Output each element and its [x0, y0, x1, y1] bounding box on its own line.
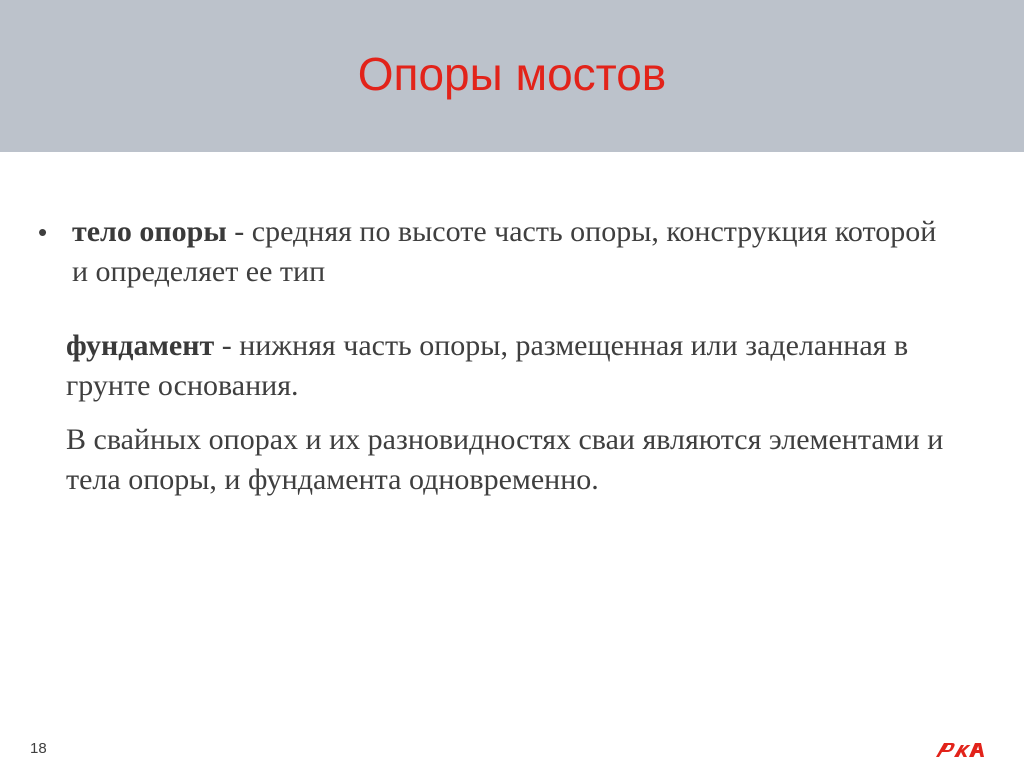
definition-body: - средняя по высоте часть опоры, конструкция которой и определяет ее тип: [72, 215, 937, 288]
bullet-marker: •: [38, 217, 48, 247]
slide-content: [0, 152, 1024, 732]
page-number: 18: [30, 740, 47, 757]
term-body: тело опоры: [72, 215, 227, 248]
bullet-text: [72, 212, 952, 292]
slide-title: Опоры мостов: [357, 48, 667, 100]
rzd-logo-icon: [934, 738, 986, 760]
definition-foundation: - нижняя часть опоры, размещенная или заделанная в грунте основания.: [66, 329, 909, 402]
term-foundation: фундамент: [66, 329, 215, 362]
paragraph-piles: В свайных опорах и их разновидностях сваи являются элементами и тела опоры, и фундамента одновременно.: [66, 423, 944, 496]
paragraph-foundation: [66, 326, 946, 406]
slide-header: [0, 0, 1024, 152]
